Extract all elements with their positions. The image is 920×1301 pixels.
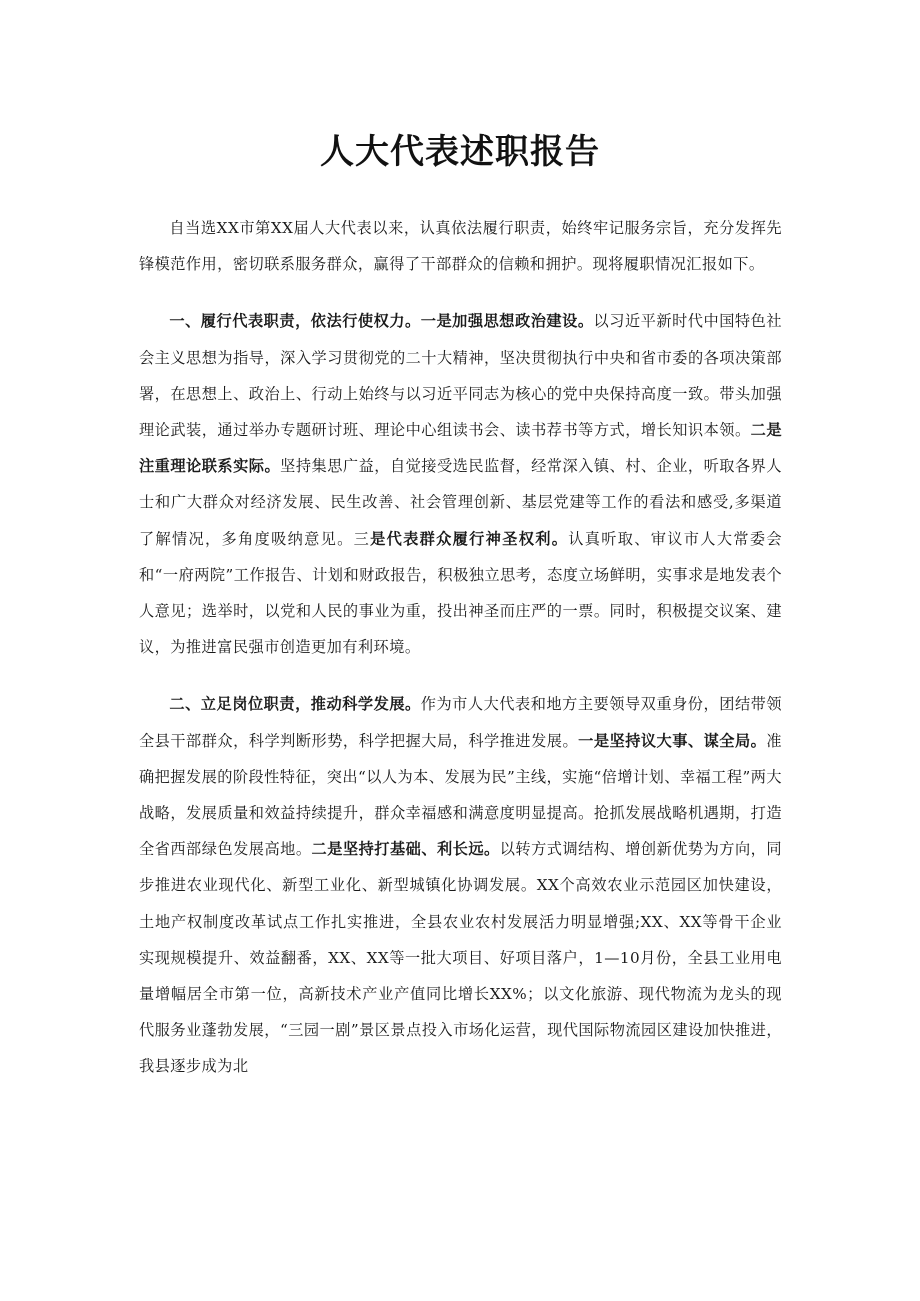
section-one-point-two-text: 坚持集思广益，自觉接受选民监督，经常深入镇、村、企业，听取各界人士和广大群众对经济发展、民生改善、社会管理创新、基层党建等工作的看法和感受,多渠道了解情况，多角度吸纳意见。三	[139, 457, 782, 548]
section-two-point-one-text: 准确把握发展的阶段性特征，突出“以人为本、发展为民”主线，实施“倍增计划、幸福工程”两大战略，发展质量和效益持续提升，群众幸福感和满意度明显提高。抢抓发展战略机遇期，打造全省西部绿色发展高地。	[139, 731, 782, 859]
section-two-point-two-heading: 二是坚持打基础、利长远。	[311, 840, 500, 859]
section-one-text: 以习近平新时代中国特色社会主义思想为指导，深入学习贯彻党的二十大精神，坚决贯彻执行中央和省市委的各项决策部署，在思想上、政治上、行动上始终与以习近平同志为核心的党中央保持高度一致。带头加强理论武装，通过举办专题研讨班、理论中心组读书会、读书荐书等方式，增长知识本领。	[139, 312, 782, 440]
document-body	[139, 210, 782, 1085]
section-two-heading: 二、立足岗位职责，推动科学发展。	[169, 695, 421, 714]
intro-paragraph	[139, 210, 782, 282]
section-one-point-three-text: 认真听取、审议市人大常委会和“一府两院”工作报告、计划和财政报告，积极独立思考，态度立场鲜明，实事求是地发表个人意见；选举时，以党和人民的事业为重，投出神圣而庄严的一票。同时，积极提交议案、建议，为推进富民强市创造更加有利环境。	[139, 529, 782, 657]
section-one-paragraph	[139, 303, 782, 665]
section-one-point-two-heading: 二是注重理论联系实际。	[139, 421, 782, 476]
section-two-paragraph	[139, 686, 782, 1084]
section-one-point-three-heading: 是代表群众履行神圣权利。	[370, 529, 569, 548]
section-one-heading: 一、履行代表职责，依法行使权力。一是加强思想政治建设。	[169, 312, 594, 331]
intro-text: 自当选XX市第XX届人大代表以来，认真依法履行职责，始终牢记服务宗旨，充分发挥先锋模范作用，密切联系服务群众，赢得了干部群众的信赖和拥护。现将履职情况汇报如下。	[139, 219, 782, 274]
section-two-point-one-heading: 一是坚持议大事、谋全局。	[578, 731, 767, 750]
section-two-text: 作为市人大代表和地方主要领导双重身份，团结带领全县干部群众，科学判断形势，科学把握大局，科学推进发展。	[139, 695, 782, 750]
section-two-point-two-text: 以转方式调结构、增创新优势为方向，同步推进农业现代化、新型工业化、新型城镇化协调发展。XX个高效农业示范园区加快建设，土地产权制度改革试点工作扎实推进，全县农业农村发展活力明显增强;XX、XX等骨干企业实现规模提升、效益翻番，XX、XX等一批大项目、好项目落户，1—10月份，全县工业用电量增幅居全市第一位，高新技术产业产值同比增长XX%；以文化旅游、现代物流为龙头的现代服务业蓬勃发展，“三园一剧”景区景点投入市场化运营，现代国际物流园区建设加快推进，我县逐步成为北	[139, 840, 782, 1076]
document-title: 人大代表述职报告	[320, 132, 600, 172]
